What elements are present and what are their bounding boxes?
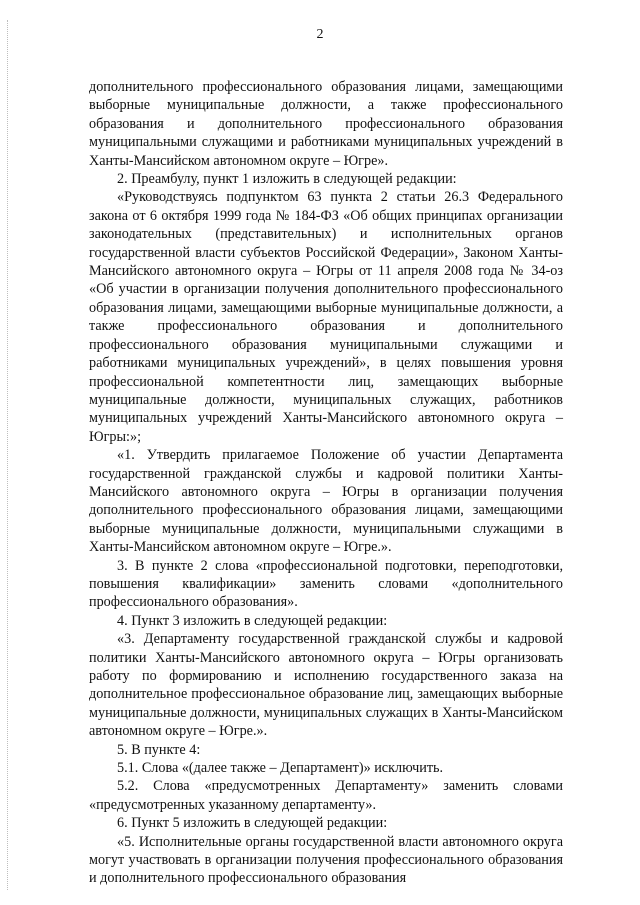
paragraph-preamble: «Руководствуясь подпунктом 63 пункта 2 статьи 26.3 Федерального закона от 6 октября 1999 года № 184-ФЗ «Об общих принципах организации законодательных (представительных) и исполнительных органов государственной власти субъектов Российской Федерации», Законом Ханты-Мансийского автономного округа – Югры от 11 апреля 2008 года № 34-оз «Об участии в организации получения дополнительного профессионального образования лицами, замещающими выборные муниципальные должности, а также профессионального образования и дополнительного профессионального образования муниципальными служащими и работниками муниципальных учреждений», в целях повышения уровня профессиональной компетентности лиц, замещающих выборные муниципальные должности, муниципальных служащих, работников муниципальных учреждений Ханты-Мансийского автономного округа – Югры:»; — [89, 189, 563, 445]
scan-margin-artifact — [7, 20, 10, 890]
paragraph-point-5: «5. Исполнительные органы государственной власти автономного округа могут участвовать в организации получения профессионального образования и дополнительного профессионального образования — [89, 833, 563, 887]
paragraph-point-3: «3. Департаменту государственной гражданской службы и кадровой политики Ханты-Мансийского автономного округа – Югры организовать работу по формированию и исполнению государственного заказа на дополнительное профессиональное образование лиц, замещающих выборные муниципальные должности, муниципальных служащих в Ханты-Мансийском автономном округе – Югре.». — [89, 631, 563, 740]
paragraph-item-3: 3. В пункте 2 слова «профессиональной подготовки, переподготовки, повышения квалификации» заменить словами «дополнительного профессионального образования». — [89, 557, 563, 611]
paragraph-continuation: дополнительного профессионального образования лицами, замещающими выборные муниципальные должности, а также профессионального образования и дополнительного профессионального образования муниципальными служащими и работниками муниципальных учреждений в Ханты-Мансийском автономном округе – Югре». — [89, 79, 563, 169]
page-number: 2 — [316, 27, 324, 42]
paragraph-item-4: 4. Пункт 3 изложить в следующей редакции: — [117, 612, 388, 629]
paragraph-item-2: 2. Преамбулу, пункт 1 изложить в следующей редакции: — [117, 171, 457, 188]
paragraph-point-1: «1. Утвердить прилагаемое Положение об участии Департамента государственной гражданской службы и кадровой политики Ханты-Мансийского автономного округа – Югры в организации получения дополнительного профессионального образования лицами, замещающими выборные муниципальные должности, муниципальными служащими в Ханты-Мансийском автономном округе – Югре.». — [89, 447, 563, 556]
paragraph-item-5: 5. В пункте 4: — [117, 741, 201, 758]
paragraph-item-6: 6. Пункт 5 изложить в следующей редакции: — [117, 815, 388, 832]
paragraph-item-5-1: 5.1. Слова «(далее также – Департамент)» исключить. — [117, 760, 444, 777]
document-body — [89, 78, 563, 888]
paragraph-item-5-2: 5.2. Слова «предусмотренных Департаменту» заменить словами «предусмотренных указанному департаменту». — [89, 778, 563, 813]
